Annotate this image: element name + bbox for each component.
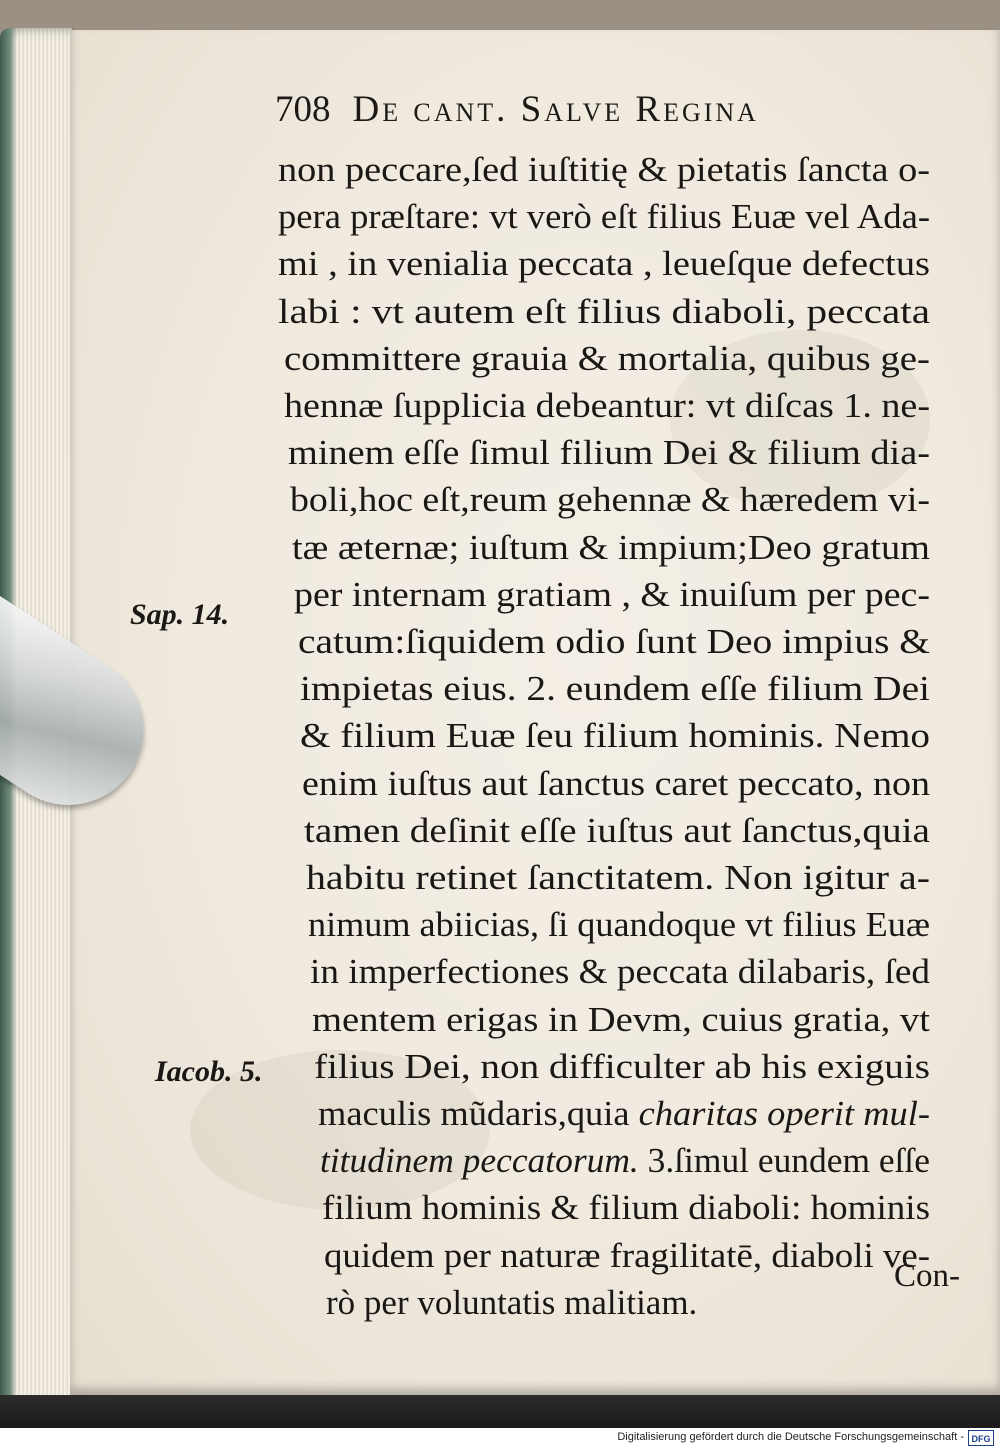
text-line-content: tæ æternæ; iuſtum & impium;Deo gratum <box>292 527 930 567</box>
text-line <box>284 386 930 426</box>
text-line-content: per internam gratiam , & inuiſum per pec- <box>294 574 930 614</box>
text-line <box>278 150 930 190</box>
text-line <box>302 764 930 804</box>
text-line <box>300 716 930 756</box>
text-line <box>308 905 930 945</box>
text-line-content: in imperfectiones & peccata dilabaris, ſed <box>310 952 930 992</box>
text-line-content: boli,hoc eſt,reum gehennæ & hæredem vi- <box>290 480 931 520</box>
text-line-content: mi , in venialia peccata , leueſque defectus <box>278 244 930 284</box>
text-line <box>322 1188 930 1228</box>
text-line-content: enim iuſtus aut ſanctus caret peccato, non <box>302 763 930 803</box>
text-line-content: maculis mũdaris,quia <box>318 1094 630 1133</box>
text-line-content: tamen deſinit eſſe iuſtus aut ſanctus,quia <box>304 810 930 850</box>
dfg-logo: DFG <box>968 1430 994 1446</box>
page-number: 708 <box>275 89 331 130</box>
text-line <box>288 433 930 473</box>
text-line-content: nimum abiicias, ſi quandoque vt filius Euæ <box>308 905 930 945</box>
text-line <box>304 811 930 851</box>
italic-fragment: charitas operit mul- <box>629 1094 930 1133</box>
text-line <box>310 952 930 992</box>
text-line <box>326 1283 697 1323</box>
text-line-content: impietas eius. 2. eundem eſſe filium Dei <box>300 669 930 709</box>
text-line <box>278 197 930 237</box>
text-line-content: mentem erigas in Devm, cuius gratia, vt <box>312 999 930 1039</box>
text-line-content: & filium Euæ ſeu filium hominis. Nemo <box>300 716 930 756</box>
text-line <box>312 1000 930 1040</box>
text-line <box>318 1094 930 1134</box>
text-line-content: non peccare,ſed iuſtitię & pietatis ſancta o- <box>278 150 930 189</box>
text-line-rest: 3.ſimul eundem eſſe <box>638 1141 931 1181</box>
catchword: Con- <box>894 1258 960 1294</box>
text-line-content: rò per voluntatis malitiam. <box>326 1282 698 1322</box>
digitization-credit: Digitalisierung gefördert durch die Deutsche Forschungsgemeinschaft - <box>617 1431 964 1443</box>
running-head <box>275 88 759 131</box>
text-line <box>284 339 930 379</box>
text-line <box>278 292 930 332</box>
text-line-content: labi : vt autem eſt filius diaboli, peccata <box>278 291 930 331</box>
text-line-content: hennæ ſupplicia debeantur: vt diſcas 1. ne- <box>284 386 931 425</box>
text-line-content: minem eſſe ſimul filium Dei & filium dia- <box>288 433 930 473</box>
text-line <box>306 858 930 898</box>
text-line-content: titudinem peccatorum. <box>320 1141 639 1181</box>
text-line <box>324 1236 930 1276</box>
text-line <box>292 528 930 568</box>
text-line <box>278 244 930 284</box>
text-line <box>320 1141 930 1181</box>
text-line-content: filium hominis & filium diaboli: hominis <box>322 1188 930 1228</box>
text-line-content: pera præſtare: vt verò eſt filius Euæ vel Ada- <box>278 197 930 237</box>
text-line <box>314 1047 930 1087</box>
text-line <box>290 480 930 520</box>
margin-note-iacob: Iacob. 5. <box>155 1055 263 1088</box>
text-line <box>294 575 930 615</box>
text-line <box>300 669 930 709</box>
text-line-content: quidem per naturæ fragilitatē, diaboli ve- <box>324 1235 930 1275</box>
text-line-content: habitu retinet ſanctitatem. Non igitur a- <box>306 858 930 897</box>
margin-note-sap: Sap. 14. <box>130 598 230 631</box>
running-head-title: De cant. Salve Regina <box>352 89 759 130</box>
text-line <box>298 622 930 662</box>
text-line-content: committere grauia & mortalia, quibus ge- <box>284 338 930 378</box>
text-line-content: catum:ſiquidem odio ſunt Deo impius & <box>298 622 930 661</box>
text-line-content: filius Dei, non difficulter ab his exiguis <box>314 1046 930 1086</box>
scan-bottom-band <box>0 1395 1000 1428</box>
